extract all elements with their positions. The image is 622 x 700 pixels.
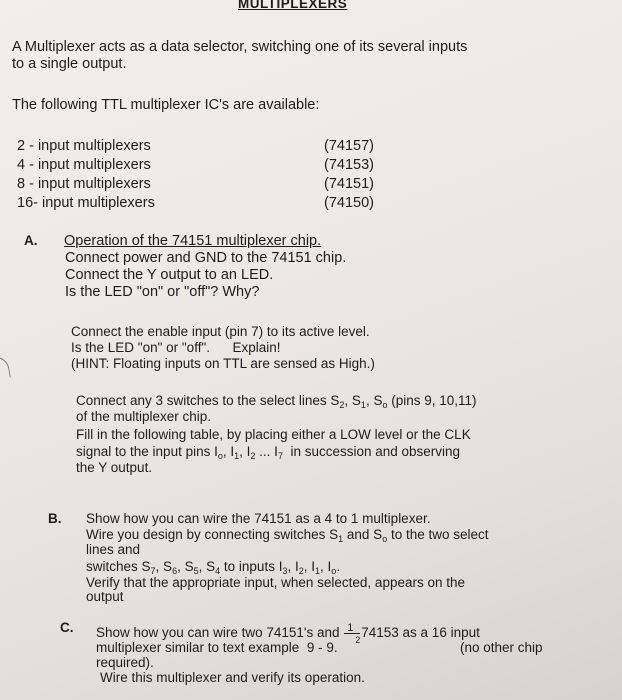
section-b-line: Wire you design by connecting switches $S_1$ and $S_o$ to the two select <box>86 527 489 544</box>
section-b-line: Show how you can wire the 74151 as a 4 to 1 multiplexer. <box>86 511 431 526</box>
intro-line-1: A Multiplexer acts as a data selector, switching one of its several inputs <box>12 39 468 55</box>
ic-name: 4 - input multiplexers <box>17 157 151 173</box>
ic-part: (74151) <box>324 176 374 192</box>
margin-hook-mark <box>0 355 11 381</box>
switches-line-1: Connect any 3 switches to the select lines $S_2$, $S_1$, $S_o$ (pins 9, 10,11) <box>76 393 477 410</box>
enable-line-2: Is the LED "on" or "off". Explain! <box>71 340 281 355</box>
section-b-line: Verify that the appropriate input, when selected, appears on the <box>86 575 466 590</box>
enable-line-1: Connect the enable input (pin 7) to its active level. <box>71 324 370 339</box>
section-a-heading: Operation of the 74151 multiplexer chip. <box>64 233 322 249</box>
section-c-label: C. <box>60 620 74 635</box>
ic-name: 8 - input multiplexers <box>17 176 151 192</box>
section-c-line: Wire this multiplexer and verify its operation. <box>100 670 365 685</box>
switches-line-2: of the multiplexer chip. <box>76 409 212 424</box>
ic-part: (74153) <box>324 157 374 173</box>
ic-name: 16- input multiplexers <box>17 195 155 211</box>
section-c-note: (no other chip <box>460 640 543 655</box>
available-heading: The following TTL multiplexer IC's are available: <box>12 97 320 113</box>
section-b-line: switches $S_7$, $S_6$, $S_5$, $S_4$ to inputs $I_3$, $I_2$, $I_1$, $I_o$. <box>86 559 341 576</box>
section-a-line: Connect power and GND to the 74151 chip. <box>65 250 347 266</box>
switches-line-4: signal to the input pins $I_o$, $I_1$, $I_2$ ... $I_7$ in succession and observing <box>76 444 461 461</box>
enable-hint: (HINT: Floating inputs on TTL are sensed as High.) <box>71 356 375 371</box>
ic-part: (74157) <box>324 138 374 154</box>
ic-part: (74150) <box>324 195 374 211</box>
page-title: MULTIPLEXERS <box>238 0 348 11</box>
switches-line-3: Fill in the following table, by placing either a LOW level or the CLK <box>76 427 471 442</box>
section-b-line: lines and <box>86 542 141 557</box>
section-a-label: A. <box>24 233 38 248</box>
ic-name: 2 - input multiplexers <box>17 138 151 154</box>
fraction-mark: 1 2 <box>343 625 361 641</box>
section-c-line: required). <box>96 655 154 670</box>
section-a-line: Connect the Y output to an LED. <box>65 267 274 283</box>
section-c-line: Show how you can wire two 74151's and 1 2 74153 as a 16 input <box>96 622 480 646</box>
section-c-line: multiplexer similar to text example 9 - 9. <box>96 640 338 655</box>
switches-line-5: the Y output. <box>76 460 153 475</box>
section-b-line: output <box>86 589 124 604</box>
section-a-line: Is the LED "on" or "off"? Why? <box>65 284 260 300</box>
section-b-label: B. <box>48 511 62 526</box>
intro-line-2: to a single output. <box>12 56 127 72</box>
